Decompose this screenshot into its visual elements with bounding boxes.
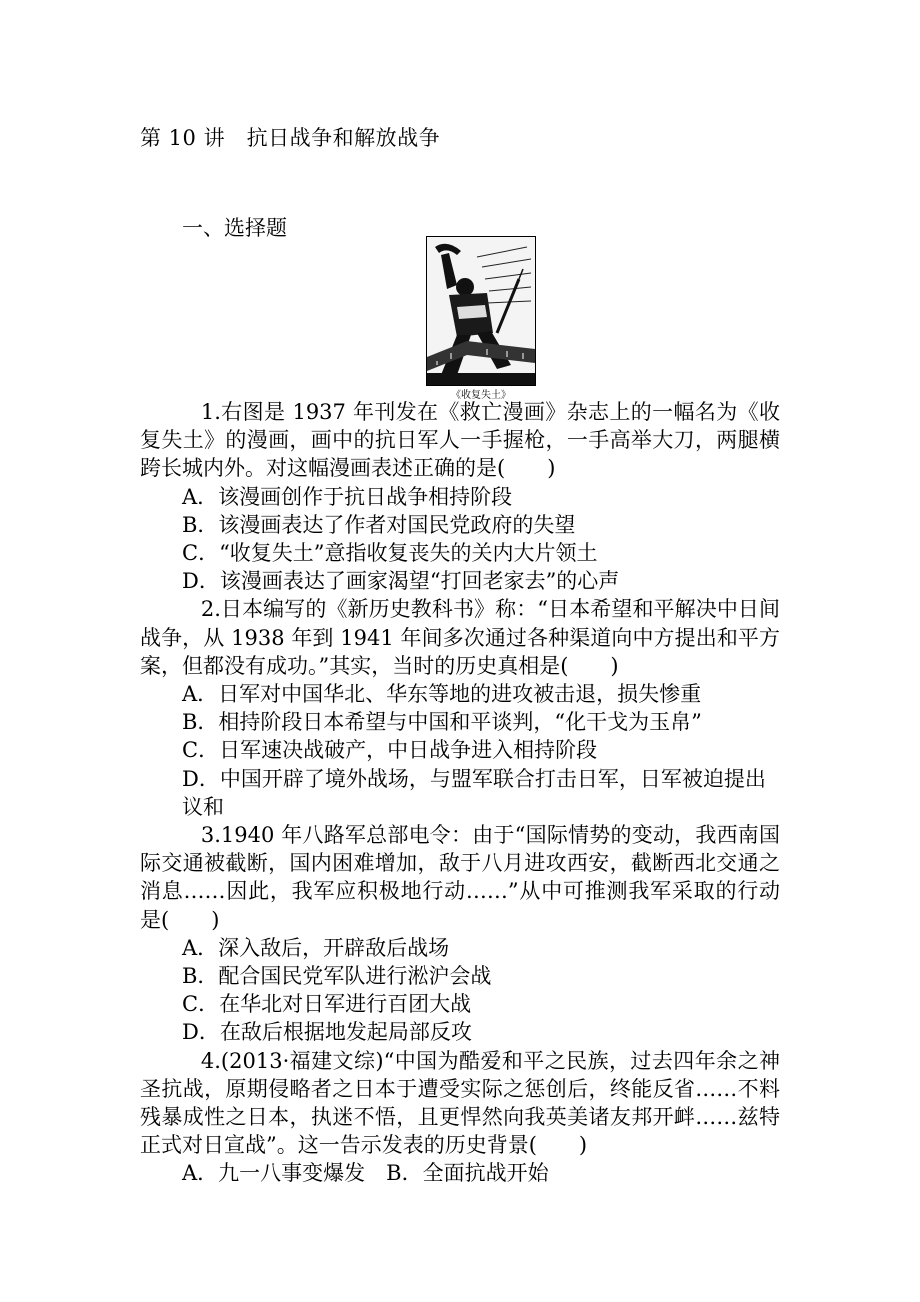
answer-option: C．日军速决战破产，中日战争进入相持阶段 bbox=[182, 738, 598, 763]
answer-option: A．日军对中国华北、华东等地的进攻被击退，损失惨重 bbox=[182, 682, 702, 707]
answer-option: A．该漫画创作于抗日战争相持阶段 bbox=[182, 484, 513, 509]
question-stem: 3.1940 年八路军总部电令：由于“国际情势的变动，我西南国际交通被截断，国内困难增加，敌于八月进攻西安，截断西北交通之消息……因此，我军应积极地行动……”从中可推测我军采取的行动是( ) bbox=[140, 823, 780, 932]
cartoon-image bbox=[427, 237, 535, 385]
figure-caption: 《收复失土》 bbox=[451, 390, 511, 401]
question-stem: 1.右图是 1937 年刊发在《救亡漫画》杂志上的一幅名为《收复失土》的漫画，画中的抗日军人一手握枪，一手高举大刀，两腿横跨长城内外。对这幅漫画表述正确的是( ) bbox=[140, 400, 780, 481]
answer-option: A．深入敌后，开辟敌后战场 bbox=[182, 935, 450, 960]
answer-option: B．配合国民党军队进行淞沪会战 bbox=[182, 964, 492, 989]
page-title: 第 10 讲 抗日战争和解放战争 bbox=[140, 126, 441, 150]
question-stem: 4.(2013·福建文综)“中国为酷爱和平之民族，过去四年余之神圣抗战，原期侵略者之日本于遭受实际之惩创后，终能反省……不料残暴成性之日本，执迷不悟，且更悍然向我英美诸友邦开衅……兹特正式对日宣战”。这一告示发表的历史背景( ) bbox=[140, 1048, 780, 1158]
question-list bbox=[140, 398, 780, 1188]
answer-option: B．相持阶段日本希望与中国和平谈判，“化干戈为玉帛” bbox=[182, 710, 702, 735]
cartoon-illustration bbox=[426, 236, 536, 386]
section-heading: 一、选择题 bbox=[182, 216, 287, 240]
answer-option: D．该漫画表达了画家渴望“打回老家去”的心声 bbox=[182, 569, 620, 594]
question-stem: 2.日本编写的《新历史教科书》称：“日本希望和平解决中日间战争，从 1938 年到 1941 年间多次通过各种渠道向中方提出和平方案，但都没有成功。”其实，当时的历史真相是( ) bbox=[140, 597, 780, 678]
answer-option: C．“收复失土”意指收复丧失的关内大片领土 bbox=[182, 541, 598, 566]
answer-option: D．中国开辟了境外战场，与盟军联合打击日军，日军被迫提出议和 bbox=[182, 766, 766, 819]
answer-option: A．九一八事变爆发 B．全面抗战开始 bbox=[182, 1161, 549, 1186]
answer-option: B．该漫画表达了作者对国民党政府的失望 bbox=[182, 512, 576, 537]
answer-option: D．在敌后根据地发起局部反攻 bbox=[182, 1020, 472, 1045]
answer-option: C．在华北对日军进行百团大战 bbox=[182, 992, 472, 1017]
